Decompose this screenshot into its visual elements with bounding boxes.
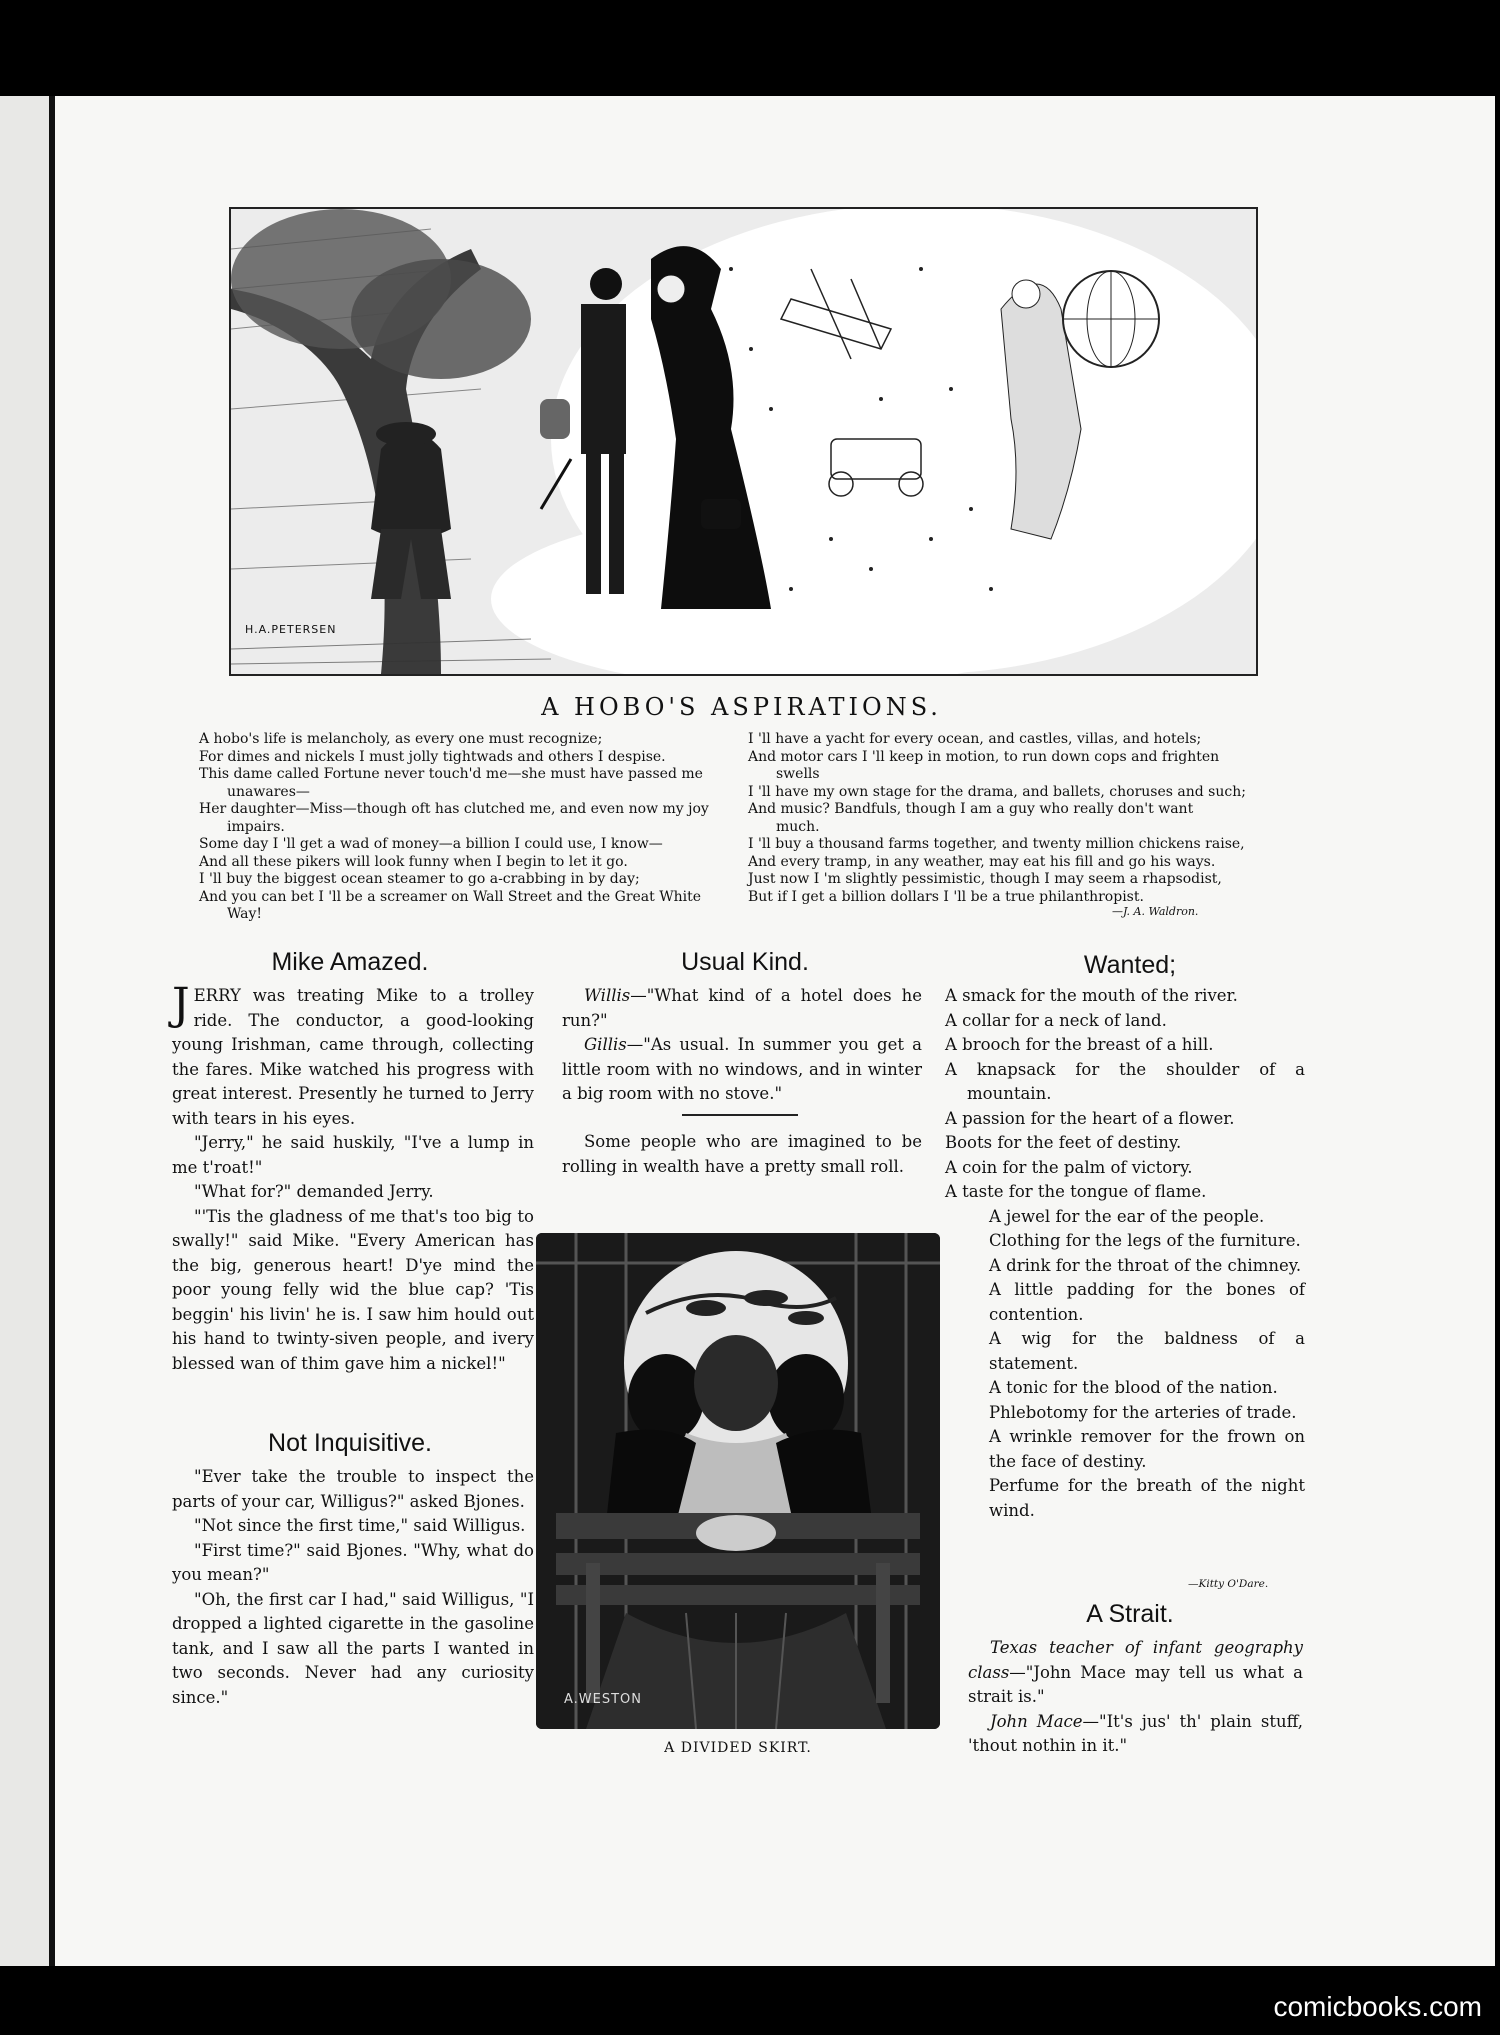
wanted-item: A coin for the palm of victory.: [945, 1157, 1193, 1177]
poem-line: I 'll buy the biggest ocean steamer to go a-crabbing in by day;: [199, 871, 640, 887]
wanted-item: A tonic for the blood of the nation.: [989, 1378, 1278, 1397]
wanted-item: A drink for the throat of the chimney.: [989, 1255, 1302, 1275]
divided-skirt-illustration: [536, 1233, 940, 1729]
wanted-item: A brooch for the breast of a hill.: [945, 1035, 1214, 1054]
poem-line: Her daughter—Miss—though oft has clutched me, and even now my joy: [199, 801, 709, 817]
poem-line: This dame called Fortune never touch'd me—she must have passed me: [199, 766, 703, 782]
wanted-item: A knapsack for the shoulder of a mountain.: [945, 1059, 1305, 1103]
poem-line: Some day I 'll get a wad of money—a billion I could use, I know—: [199, 836, 663, 852]
wanted-item: A passion for the heart of a flower.: [945, 1108, 1235, 1128]
illustration-caption: A DIVIDED SKIRT.: [664, 1740, 812, 1756]
photo-artist-signature: A.WESTON: [564, 1692, 643, 1707]
section-divider: [682, 1114, 798, 1116]
poem-line: Way!: [227, 906, 263, 922]
wanted-item: A smack for the mouth of the river.: [945, 986, 1238, 1005]
wanted-list-part2: [945, 1205, 1305, 1524]
heading-mike-amazed: Mike Amazed.: [271, 948, 429, 976]
wanted-list-part1: [945, 984, 1305, 1205]
poem-line: For dimes and nickels I must jolly tightwads and others I despise.: [199, 748, 666, 765]
heading-usual-kind: Usual Kind.: [681, 948, 809, 976]
poem-line: And you can bet I 'll be a screamer on Wall Street and the Great White: [199, 888, 702, 905]
paragraph: "What for?" demanded Jerry.: [194, 1182, 434, 1201]
wanted-item: A little padding for the bones of contention.: [989, 1280, 1305, 1324]
speaker-name: Willis: [584, 986, 631, 1005]
paragraph: Some people who are imagined to be rolling in wealth have a pretty small roll.: [562, 1132, 922, 1176]
poem-line: impairs.: [227, 818, 285, 835]
article-not-inquisitive: [172, 1465, 534, 1710]
wanted-item: A jewel for the ear of the people.: [989, 1206, 1265, 1226]
dialogue-line: —"John Mace may tell us what a strait is.": [968, 1662, 1303, 1706]
site-watermark: comicbooks.com: [1273, 1991, 1482, 2022]
article-usual-kind: [562, 984, 922, 1107]
dialogue-line: —"As usual. In summer you get a little room with no windows, and in winter a big room with no stove.": [562, 1035, 922, 1103]
paragraph: "Not since the first time," said Willigus.: [194, 1516, 526, 1535]
poem-line: I 'll have my own stage for the drama, and ballets, choruses and such;: [748, 783, 1246, 800]
wanted-item: A wig for the baldness of a statement.: [989, 1329, 1305, 1373]
poem-line: And all these pikers will look funny when I begin to let it go.: [199, 853, 628, 870]
paragraph: "First time?" said Bjones. "Why, what do you mean?": [172, 1540, 534, 1584]
poem-line: And every tramp, in any weather, may eat his fill and go his ways.: [748, 853, 1216, 870]
poem-line: swells: [776, 766, 820, 782]
paragraph: "Oh, the first car I had," said Willigus, "I dropped a lighted cigarette in the gasoline tank, and I saw all the parts I wanted in two seconds. Never had any curiosity since.": [172, 1589, 534, 1707]
paragraph: ERRY was treating Mike to a trolley ride. The conductor, a good-looking young Irishman, came through, collecting the fares. Mike watched his progress with great interest. Presently he turned to Jerry with tears in his eyes.: [172, 986, 534, 1128]
poem-title: A HOBO'S ASPIRATIONS.: [541, 693, 942, 721]
poem-line: much.: [776, 818, 820, 835]
poem-right-column: [748, 731, 1278, 906]
dialogue-line: —"What kind of a hotel does he run?": [562, 986, 922, 1030]
wanted-item: Perfume for the breath of the night wind.: [989, 1476, 1305, 1520]
wanted-item: Clothing for the legs of the furniture.: [989, 1231, 1301, 1250]
heading-a-strait: A Strait.: [1086, 1600, 1174, 1628]
wanted-signature: —Kitty O'Dare.: [1188, 1578, 1269, 1590]
speaker-name: John Mace: [990, 1711, 1083, 1731]
paragraph: "'Tis the gladness of me that's too big to swally!" said Mike. "Every American has the big, generous heart! D'ye mind the poor young felly wid the blue cap? 'Tis beggin' his livin' he is. I saw him hould out his hand to twinty-siven people, and ivery blessed wan of thim gave him a nickel!": [172, 1206, 534, 1373]
poem-line: A hobo's life is melancholy, as every one must recognize;: [199, 731, 603, 747]
dialogue-line: —"It's jus' th' plain stuff, 'thout nothin in it.": [968, 1711, 1303, 1755]
scan-top-border: [0, 0, 1500, 96]
wanted-item: Phlebotomy for the arteries of trade.: [989, 1402, 1297, 1422]
wanted-item: A wrinkle remover for the frown on the face of destiny.: [989, 1427, 1305, 1471]
paragraph: "Jerry," he said huskily, "I've a lump in me t'roat!": [172, 1133, 534, 1177]
article-a-strait: [968, 1636, 1303, 1759]
poem-line: And music? Bandfuls, though I am a guy who really don't want: [748, 801, 1194, 817]
wanted-item: A taste for the tongue of flame.: [945, 1182, 1207, 1201]
poem-line: But if I get a billion dollars I 'll be a true philanthropist.: [748, 888, 1144, 905]
wanted-item: Boots for the feet of destiny.: [945, 1133, 1182, 1152]
speaker-name: Gillis: [584, 1035, 627, 1054]
poem-line: And motor cars I 'll keep in motion, to run down cops and frighten: [748, 748, 1220, 765]
poem-left-column: [199, 731, 739, 924]
divided-skirt-drawing: [536, 1233, 940, 1729]
speaker-name: Texas teacher of infant geography class: [968, 1638, 1303, 1682]
paragraph: "Ever take the trouble to inspect the parts of your car, Willigus?" asked Bjones.: [172, 1467, 534, 1511]
cartoon-drawing: [231, 209, 1256, 674]
poem-line: I 'll have a yacht for every ocean, and castles, villas, and hotels;: [748, 731, 1202, 747]
heading-wanted: Wanted;: [1083, 951, 1177, 979]
wanted-item: A collar for a neck of land.: [945, 1010, 1167, 1030]
page-spine: [0, 96, 55, 1966]
joke-small-roll: [562, 1130, 922, 1179]
artist-signature: H.A.PETERSEN: [245, 623, 337, 636]
hobo-aspirations-illustration: [229, 207, 1258, 676]
poem-line: unawares—: [227, 783, 310, 800]
article-mike-amazed: [172, 979, 534, 1376]
poem-line: I 'll buy a thousand farms together, and twenty million chickens raise,: [748, 836, 1245, 852]
drop-cap: J: [172, 979, 190, 1030]
poem-byline: —J. A. Waldron.: [1112, 905, 1199, 918]
article-wanted: [945, 984, 1305, 1523]
poem-line: Just now I 'm slightly pessimistic, though I may seem a rhapsodist,: [748, 871, 1222, 887]
heading-not-inquisitive: Not Inquisitive.: [268, 1429, 432, 1457]
